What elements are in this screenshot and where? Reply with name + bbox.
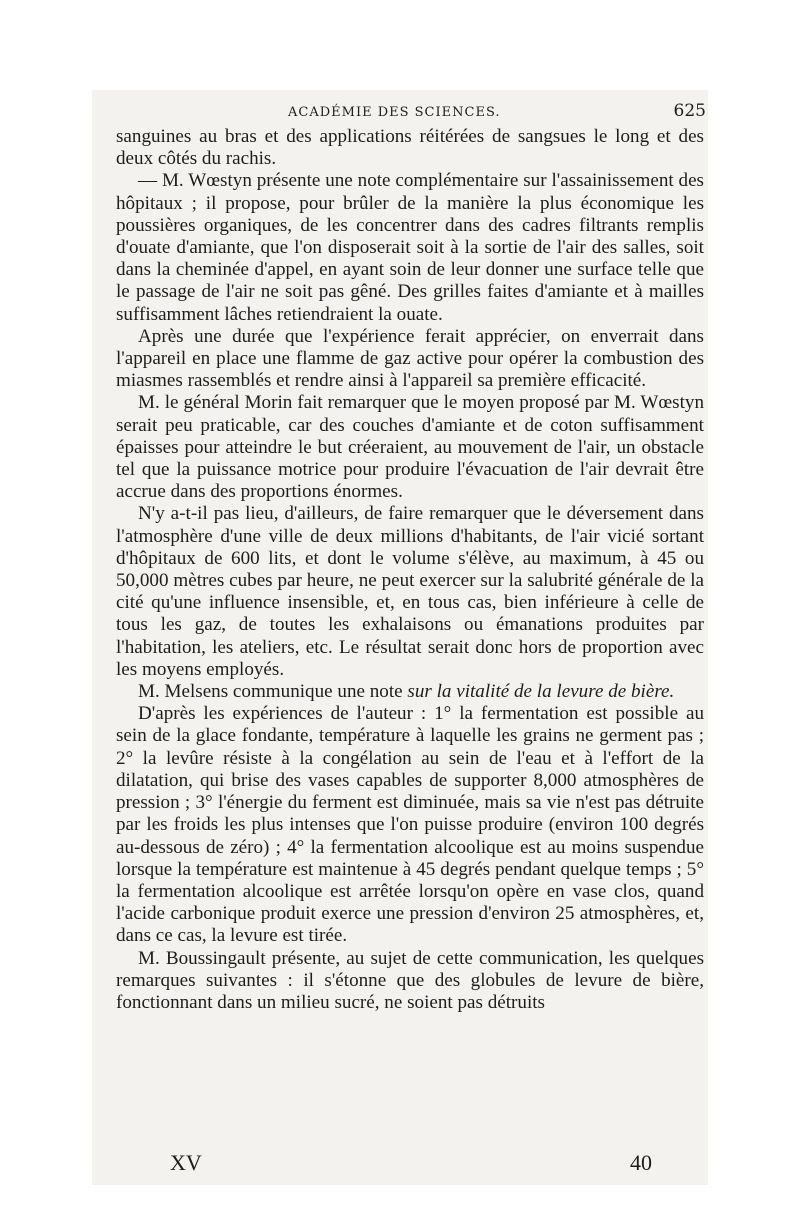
running-title: ACADÉMIE DES SCIENCES. [288, 105, 501, 120]
paragraph-boussingault: M. Boussingault présente, au sujet de cette communication, les quelques remarques suivantes : il s'étonne que des globules de levure de bière, fonctionnant dans un milieu sucré, ne soient pas détruits [116, 947, 704, 1013]
melsens-note-title: sur la vitalité de la levure de bière. [407, 681, 675, 703]
paragraph-morin-remark: M. le général Morin fait remarquer que le moyen proposé par M. Wœstyn serait peu praticable, car des couches d'amiante et de coton suffisamment épaisses pour atteindre le but créeraient, au mouvement de l'air, un obstacle tel que la puissance motrice pour produire l'évacuation de l'air devrait être accrue dans des proportions énormes. [116, 392, 704, 503]
paragraph-woestyn-note: — M. Wœstyn présente une note complémentaire sur l'assainissement des hôpitaux ; il propose, pour brûler de la manière la plus économique les poussières organiques, de les concentrer dans des cadres filtrants remplis d'ouate d'amiante, que l'on disposerait soit à la sortie de l'air des salles, soit dans la cheminée d'appel, en ayant soin de leur donner une surface telle que le passage de l'air ne soit pas gêné. Des grilles faites d'amiante et à mailles suffisamment lâches retiendraient la ouate. [116, 170, 704, 325]
sheet-number: 40 [630, 1150, 652, 1175]
paragraph-continuation: sanguines au bras et des applications réitérées de sangsues le long et des deux côtés du rachis. [116, 126, 704, 170]
paragraph-melsens-results: D'après les expériences de l'auteur : 1° la fermentation est possible au sein de la glace fondante, température à laquelle les grains ne germent pas ; 2° la levûre résiste à la congélation au sein de l'eau et à l'effort de la dilatation, qui brise des vases capables de supporter 8,000 atmosphères de pression ; 3° l'énergie du ferment est diminuée, mais sa vie n'est pas détruite par les froids les plus intenses que l'on puisse produire (environ 100 degrés au-dessous de zéro) ; 4° la fermentation alcoolique est au moins suspendue lorsque la température est maintenue à 45 degrés pendant quelque temps ; 5° la fermentation alcoolique est arrêtée lorsqu'on opère en vase clos, quand l'acide carbonique produit exerce une pression d'environ 25 atmosphères, et, dans ce cas, la levure est tirée. [116, 703, 704, 947]
melsens-lead: M. Melsens communique une note [138, 681, 408, 703]
page-body [116, 126, 704, 1014]
paragraph-melsens-note [116, 681, 704, 703]
page-footer [160, 1150, 660, 1180]
running-header [108, 101, 708, 125]
paragraph-woestyn-combustion: Après une durée que l'expérience ferait apprécier, on enverrait dans l'appareil en place une flamme de gaz active pour opérer la combustion des miasmes rassemblés et rendre ainsi à l'appareil sa première efficacité. [116, 325, 704, 392]
signature-mark: XV [170, 1150, 202, 1175]
paragraph-morin-question: N'y a-t-il pas lieu, d'ailleurs, de faire remarquer que le déversement dans l'atmosphère d'une ville de deux millions d'habitants, de l'air vicié sortant d'hôpitaux de 600 lits, et dont le volume s'élève, au maximum, à 45 ou 50,000 mètres cubes par heure, ne peut exercer sur la salubrité générale de la cité qu'une influence insensible, et, en tous cas, bien inférieure à celle de tous les gaz, de toutes les exhalaisons ou émanations produites par l'habitation, les ateliers, etc. Le résultat serait donc hors de proportion avec les moyens employés. [116, 503, 704, 680]
page-number: 625 [673, 101, 706, 121]
